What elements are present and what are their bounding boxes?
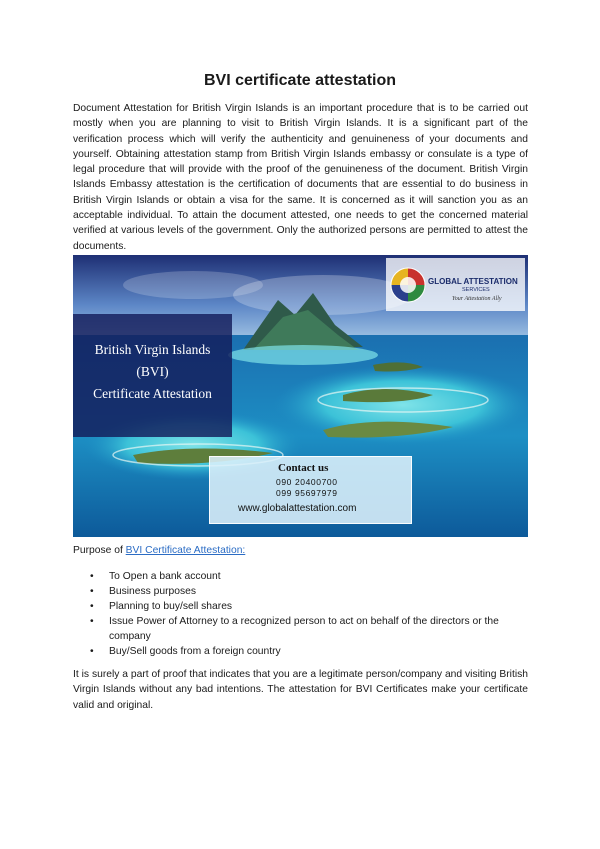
bullet-icon: • <box>90 571 94 582</box>
list-item: • Planning to buy/sell shares <box>90 601 233 612</box>
bvi-attestation-link[interactable]: BVI Certificate Attestation: <box>125 545 246 556</box>
contact-panel <box>209 456 412 524</box>
list-item: • Buy/Sell goods from a foreign country <box>90 646 281 657</box>
bvi-banner-image <box>73 255 528 537</box>
bullet-icon: • <box>90 646 94 657</box>
banner-title-line-2: (BVI) <box>136 364 169 379</box>
purpose-heading <box>73 545 245 556</box>
page-title: BVI certificate attestation <box>203 72 397 89</box>
logo-services-label: SERVICES <box>462 287 490 293</box>
bullet-icon: • <box>90 616 94 627</box>
banner-title-line-3: Certificate Attestation <box>93 386 212 401</box>
contact-website: www.globalattestation.com <box>238 503 357 514</box>
list-item: • Business purposes <box>90 586 197 597</box>
logo-tagline: Your Attestation Ally <box>452 296 502 302</box>
list-item: • To Open a bank account <box>90 571 221 582</box>
contact-phone-2: 099 95697979 <box>276 488 338 498</box>
contact-title: Contact us <box>278 462 329 474</box>
company-logo-panel <box>386 258 525 311</box>
banner-title-panel <box>73 314 232 437</box>
globe-flags-logo-icon <box>390 267 426 303</box>
bullet-icon: • <box>90 586 94 597</box>
closing-paragraph: It is surely a part of proof that indicates that you are a legitimate person/company and visiting British Virgin Islands without any bad intentions. The attestation for BVI Certificates make your certificate valid and original. <box>73 669 528 711</box>
banner-title-line-1: British Virgin Islands <box>94 342 211 357</box>
intro-paragraph: Document Attestation for British Virgin Islands is an important procedure that is to be carried out mostly when you are planning to visit to British Virgin Islands. It is a significant part of the verification process which will verify the authenticity and genuineness of your documents and yourself. Obtaining attestation stamp from British Virgin Islands embassy or consulate is a type of legal procedure that will provide with the proof of the genuineness of the document. British Virgin Islands Embassy attestation is the certification of documents that are essential to do business in British Virgin Islands or obtain a visa for the same. It is concerned as it will sanction you as an acceptable individual. To attain the document attested, one needs to get the concerned material verified at various levels of the government. Only the authorized persons are permitted to attest the documents. <box>73 103 528 252</box>
logo-company-name: GLOBAL ATTESTATION <box>428 277 518 286</box>
purpose-prefix: Purpose of <box>73 545 126 556</box>
contact-phone-1: 090 20400700 <box>276 477 338 487</box>
bullet-icon: • <box>90 601 94 612</box>
list-item: • Issue Power of Attorney to a recognized person to act on behalf of the directors or the company <box>90 616 499 642</box>
purpose-list <box>73 569 528 659</box>
